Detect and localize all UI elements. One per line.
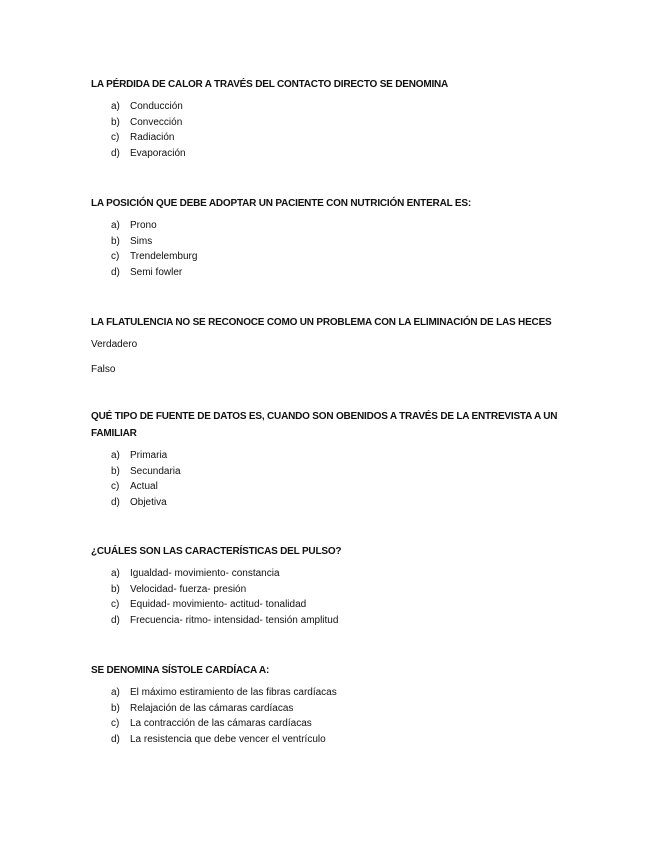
question-2 (91, 195, 571, 280)
option-letter: d) (111, 496, 120, 508)
option-text: Sims (130, 235, 153, 247)
option-c (91, 479, 571, 495)
question-1 (91, 76, 571, 161)
option-a (91, 218, 571, 234)
option-text: Secundaria (130, 465, 181, 477)
option-d (91, 613, 571, 629)
option-text: Primaria (130, 450, 168, 461)
option-letter: c) (111, 718, 120, 730)
option-c (91, 597, 571, 613)
option-a (91, 99, 571, 115)
option-letter: a) (111, 568, 120, 579)
option-text: Igualdad- movimiento- constancia (130, 568, 280, 579)
option-letter: d) (111, 266, 120, 278)
option-letter: d) (111, 733, 120, 745)
option-text: Evaporación (130, 147, 186, 159)
option-text: Prono (130, 220, 157, 231)
option-letter: c) (111, 251, 120, 263)
option-d (91, 265, 571, 281)
options-list (91, 448, 571, 510)
option-text: Equidad- movimiento- actitud- tonalidad (130, 599, 307, 611)
option-text: Frecuencia- ritmo- intensidad- tensión amplitud (130, 614, 339, 626)
option-text: Trendelemburg (130, 251, 198, 263)
option-text: La contracción de las cámaras cardíacas (130, 718, 312, 730)
question-6 (91, 662, 571, 747)
option-text: La resistencia que debe vencer el ventrículo (130, 733, 326, 745)
option-c (91, 249, 571, 265)
option-b (91, 582, 571, 598)
option-text: Velocidad- fuerza- presión (130, 583, 247, 595)
true-option: Verdadero (91, 339, 138, 350)
option-text: Semi fowler (130, 266, 183, 278)
option-letter: c) (111, 132, 120, 144)
option-text: Convección (130, 116, 183, 128)
false-option: Falso (91, 364, 116, 375)
option-letter: a) (111, 687, 120, 698)
question-4 (91, 408, 571, 510)
option-a (91, 448, 571, 464)
option-a (91, 685, 571, 701)
question-5 (91, 543, 571, 628)
option-text: Radiación (130, 132, 175, 144)
question-title: LA POSICIÓN QUE DEBE ADOPTAR UN PACIENTE CON NUTRICIÓN ENTERAL ES: (91, 198, 471, 209)
options-list (91, 218, 571, 280)
options-list (91, 566, 571, 628)
option-c (91, 130, 571, 146)
option-letter: c) (111, 481, 120, 493)
option-letter: a) (111, 450, 120, 461)
option-b (91, 464, 571, 480)
option-b (91, 701, 571, 717)
option-d (91, 495, 571, 511)
option-letter: b) (111, 583, 120, 595)
option-d (91, 146, 571, 162)
option-d (91, 732, 571, 748)
option-text: Objetiva (130, 496, 167, 508)
option-letter: d) (111, 147, 120, 159)
question-title: LA FLATULENCIA NO SE RECONOCE COMO UN PROBLEMA CON LA ELIMINACIÓN DE LAS HECES (91, 317, 552, 328)
options-list (91, 99, 571, 161)
option-b (91, 234, 571, 250)
option-text: Actual (130, 481, 158, 493)
option-text: Relajación de las cámaras cardíacas (130, 702, 294, 714)
option-letter: b) (111, 235, 120, 247)
option-b (91, 115, 571, 131)
question-title: QUÉ TIPO DE FUENTE DE DATOS ES, CUANDO SON OBENIDOS A TRAVÉS DE LA ENTREVISTA A UN FAMILIAR (91, 411, 558, 439)
option-letter: c) (111, 599, 120, 611)
question-title: ¿CUÁLES SON LAS CARACTERÍSTICAS DEL PULSO? (91, 546, 342, 557)
option-letter: b) (111, 116, 120, 128)
option-c (91, 716, 571, 732)
question-3 (91, 314, 571, 375)
option-letter: b) (111, 465, 120, 477)
question-title: SE DENOMINA SÍSTOLE CARDÍACA A: (91, 665, 270, 676)
option-letter: d) (111, 614, 120, 626)
option-letter: a) (111, 101, 120, 112)
question-title: LA PÉRDIDA DE CALOR A TRAVÉS DEL CONTACTO DIRECTO SE DENOMINA (91, 79, 449, 90)
option-a (91, 566, 571, 582)
option-text: Conducción (130, 101, 183, 112)
options-list (91, 685, 571, 747)
option-text: El máximo estiramiento de las fibras cardíacas (130, 687, 337, 698)
option-letter: a) (111, 220, 120, 231)
option-letter: b) (111, 702, 120, 714)
